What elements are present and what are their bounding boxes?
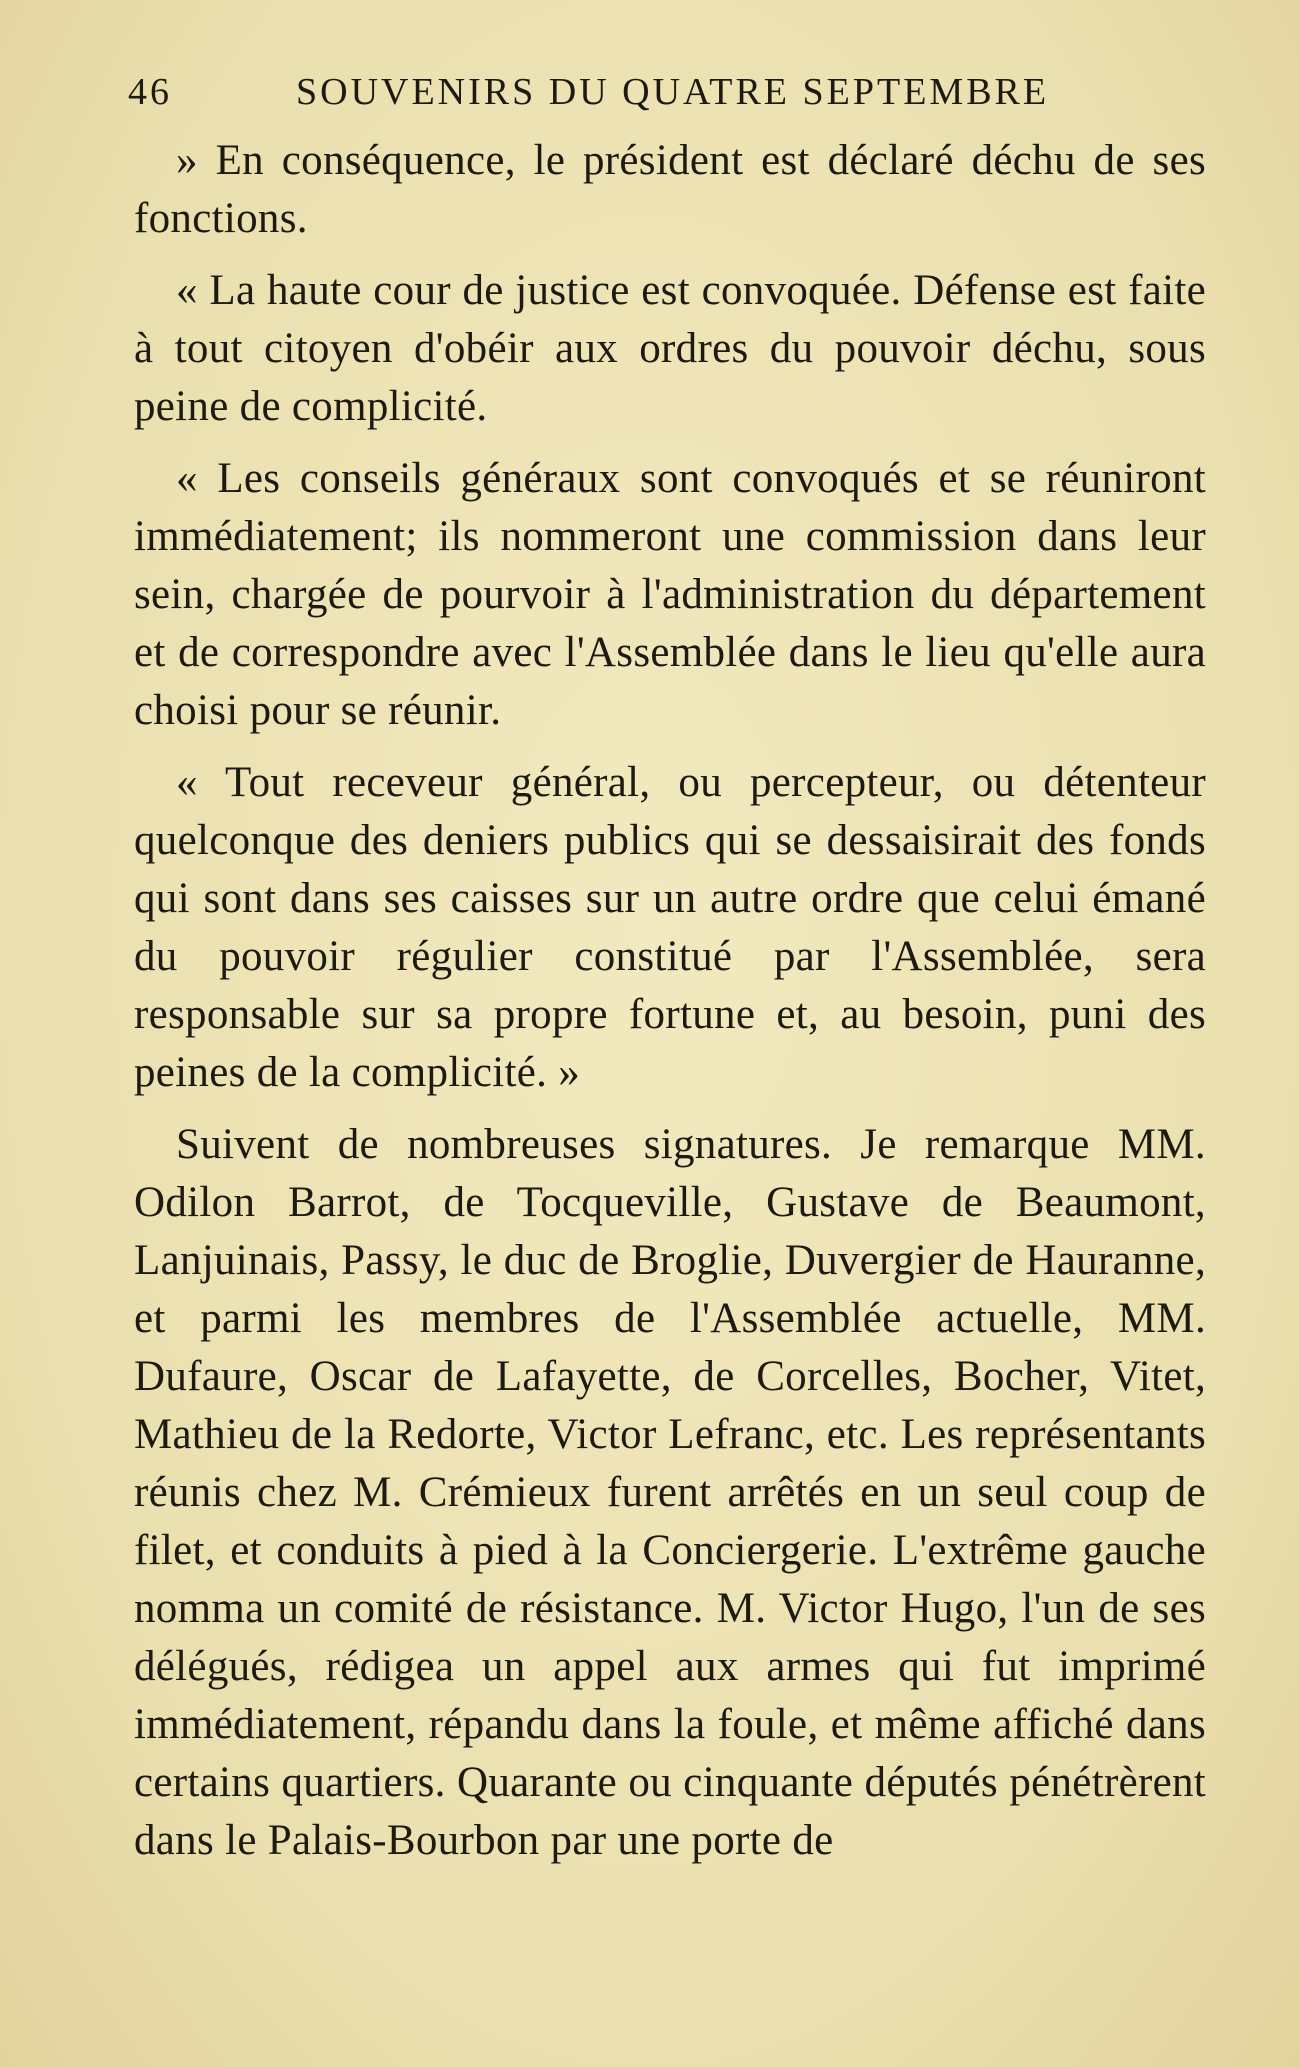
paragraph: « La haute cour de justice est convoquée. Défense est faite à tout citoyen d'obéir aux ordres du pouvoir déchu, sous peine de complicité. <box>134 267 1206 430</box>
paragraph: « Les conseils généraux sont convoqués et se réuniront immédiatement; ils nommeront une commission dans leur sein, chargée de pourvoir à l'administration du département et de correspondre avec l'Assemblée dans le lieu qu'elle aura choisi pour se réunir. <box>134 455 1206 734</box>
paragraph: Suivent de nombreuses signatures. Je remarque MM. Odilon Barrot, de Tocqueville, Gustave de Beaumont, Lanjuinais, Passy, le duc de Broglie, Duvergier de Hauranne, et parmi les membres de l'Assemblée actuelle, MM. Dufaure, Oscar de Lafayette, de Corcelles, Bocher, Vitet, Mathieu de la Redorte, Victor Lefranc, etc. Les représentants réunis chez M. Crémieux furent arrêtés en un seul coup de filet, et conduits à pied à la Conciergerie. L'extrême gauche nomma un comité de résistance. M. Victor Hugo, l'un de ses délégués, rédigea un appel aux armes qui fut imprimé immédiatement, répandu dans la foule, et même affiché dans certains quartiers. Quarante ou cinquante députés pénétrèrent dans le Palais-Bourbon par une porte de <box>134 1121 1206 1864</box>
page-number: 46 <box>128 71 172 113</box>
paragraph: » En conséquence, le président est déclaré déchu de ses fonctions. <box>134 137 1206 242</box>
page-header <box>128 62 1058 122</box>
paragraph: « Tout receveur général, ou percepteur, ou détenteur quelconque des deniers publics qui se dessaisirait des fonds qui sont dans ses caisses sur un autre ordre que celui émané du pouvoir régulier constitué par l'Assemblée, sera responsable sur sa propre fortune et, au besoin, puni des peines de la complicité. » <box>134 759 1206 1096</box>
running-title: SOUVENIRS DU QUATRE SEPTEMBRE <box>296 71 1050 113</box>
body-text <box>134 132 1206 1884</box>
